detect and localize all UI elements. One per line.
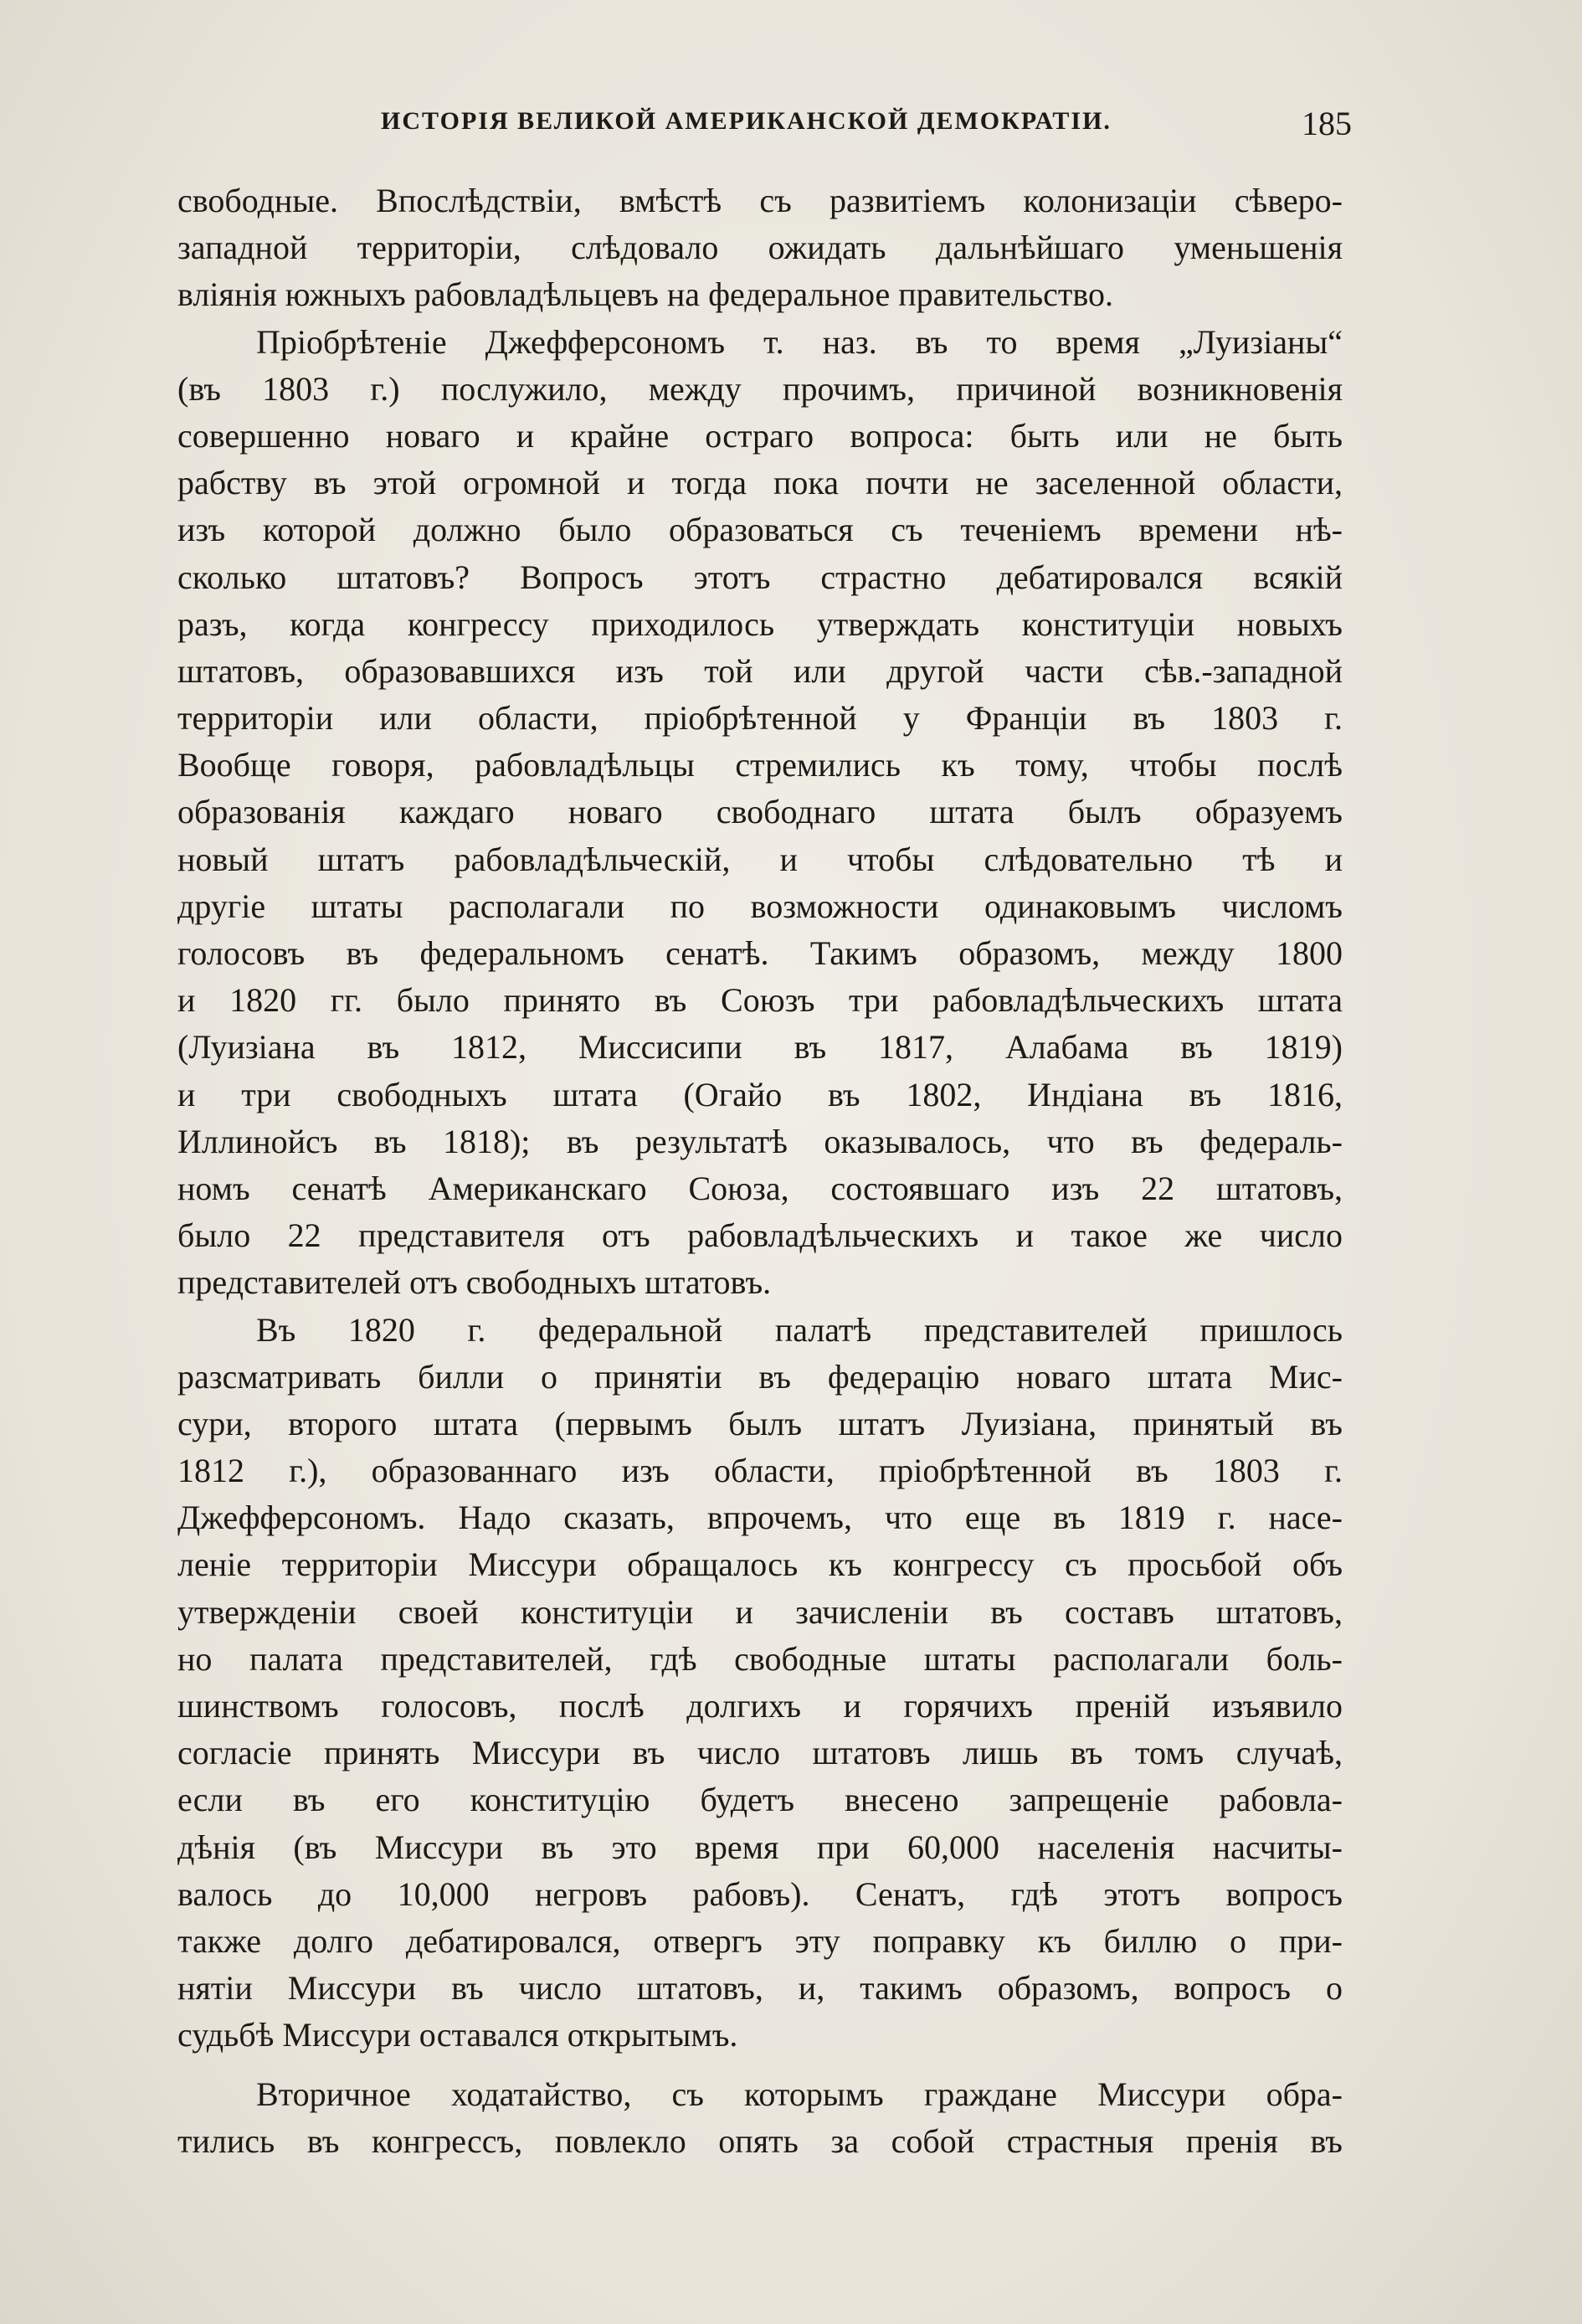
- text-line: сури, второго штата (первымъ былъ штатъ Луизіана, принятый въ: [177, 1404, 1343, 1442]
- text-line: образованія каждаго новаго свободнаго штата былъ образуемъ: [177, 793, 1343, 831]
- text-line: Джефферсономъ. Надо сказать, впрочемъ, что еще въ 1819 г. насе-: [177, 1499, 1343, 1537]
- text-line: также долго дебатировался, отвергъ эту поправку къ биллю о при-: [177, 1921, 1343, 1960]
- text-line: номъ сенатѣ Американскаго Союза, состоявшаго изъ 22 штатовъ,: [177, 1169, 1343, 1207]
- text-line: Въ 1820 г. федеральной палатѣ представителей пришлось: [256, 1310, 1343, 1349]
- text-line: вліянія южныхъ рабовладѣльцевъ на федеральное правительство.: [177, 275, 1114, 314]
- text-line: Вторичное ходатайство, съ которымъ граждане Миссури обра-: [256, 2075, 1343, 2113]
- page-number: 185: [1302, 105, 1352, 142]
- text-line: совершенно новаго и крайне остраго вопроса: быть или не быть: [177, 416, 1343, 455]
- text-line: дѣнія (въ Миссури въ это время при 60,000 населенія насчиты-: [177, 1828, 1343, 1866]
- text-line: территоріи или области, пріобрѣтенной у Франціи въ 1803 г.: [177, 699, 1343, 738]
- text-line: штатовъ, образовавшихся изъ той или другой части сѣв.-западной: [177, 651, 1343, 690]
- text-line: если въ его конституцію будетъ внесено запрещеніе рабовла-: [177, 1781, 1343, 1819]
- text-line: изъ которой должно было образоваться съ теченіемъ времени нѣ-: [177, 511, 1343, 549]
- text-line: судьбѣ Миссури оставался открытымъ.: [177, 2016, 738, 2054]
- running-title: ИСТОРІЯ ВЕЛИКОЙ АМЕРИКАНСКОЙ ДЕМОКРАТІИ.: [381, 107, 1112, 135]
- page-header: [180, 107, 1352, 157]
- text-line: валось до 10,000 негровъ рабовъ). Сенатъ, гдѣ этотъ вопросъ: [177, 1874, 1343, 1913]
- text-line: и 1820 гг. было принято въ Союзъ три рабовладѣльческихъ штата: [177, 981, 1343, 1020]
- text-line: разъ, когда конгрессу приходилось утверждать конституціи новыхъ: [177, 604, 1343, 643]
- text-line: Вообще говоря, рабовладѣльцы стремились къ тому, чтобы послѣ: [177, 746, 1343, 784]
- text-line: леніе территоріи Миссури обращалось къ конгрессу съ просьбой объ: [177, 1545, 1343, 1584]
- text-line: новый штатъ рабовладѣльческій, и чтобы слѣдовательно тѣ и: [177, 840, 1343, 878]
- text-line: (Луизіана въ 1812, Миссисипи въ 1817, Алабама въ 1819): [177, 1028, 1343, 1067]
- text-line: другіе штаты располагали по возможности одинаковымъ числомъ: [177, 887, 1343, 925]
- text-line: (въ 1803 г.) послужило, между прочимъ, причиной возникновенія: [177, 369, 1343, 408]
- text-line: голосовъ въ федеральномъ сенатѣ. Такимъ образомъ, между 1800: [177, 934, 1343, 972]
- text-line: согласіе принять Миссури въ число штатовъ лишь въ томъ случаѣ,: [177, 1734, 1343, 1772]
- text-line: сколько штатовъ? Вопросъ этотъ страстно дебатировался всякій: [177, 558, 1343, 596]
- text-line: свободные. Впослѣдствіи, вмѣстѣ съ развитіемъ колонизаціи сѣверо-: [177, 182, 1343, 219]
- text-line: разсматривать билли о принятіи въ федерацію новаго штата Мис-: [177, 1357, 1343, 1396]
- text-line: Иллинойсъ въ 1818); въ результатѣ оказывалось, что въ федераль-: [177, 1122, 1343, 1160]
- text-line: и три свободныхъ штата (Огайо въ 1802, Индіана въ 1816,: [177, 1075, 1343, 1113]
- text-line: утвержденіи своей конституціи и зачисленіи въ составъ штатовъ,: [177, 1592, 1343, 1631]
- text-line: Пріобрѣтеніе Джефферсономъ т. наз. въ то время „Луизіаны“: [256, 322, 1343, 361]
- text-line: 1812 г.), образованнаго изъ области, пріобрѣтенной въ 1803 г.: [177, 1452, 1343, 1490]
- text-line: было 22 представителя отъ рабовладѣльческихъ и такое же число: [177, 1216, 1343, 1255]
- text-line: западной территоріи, слѣдовало ожидать дальнѣйшаго уменьшенія: [177, 229, 1343, 267]
- text-line: представителей отъ свободныхъ штатовъ.: [177, 1263, 772, 1302]
- text-line: шинствомъ голосовъ, послѣ долгихъ и горячихъ преній изъявило: [177, 1687, 1343, 1725]
- text-line: рабству въ этой огромной и тогда пока почти не заселенной области,: [177, 464, 1343, 502]
- text-line: но палата представителей, гдѣ свободные штаты располагали боль-: [177, 1639, 1343, 1678]
- text-line: тились въ конгрессъ, повлекло опять за собой страстныя пренія въ: [177, 2121, 1343, 2160]
- paragraph-gap: [177, 2059, 1343, 2071]
- text-line: нятіи Миссури въ число штатовъ, и, такимъ образомъ, вопросъ о: [177, 1969, 1343, 2008]
- body-text: [177, 177, 1343, 2165]
